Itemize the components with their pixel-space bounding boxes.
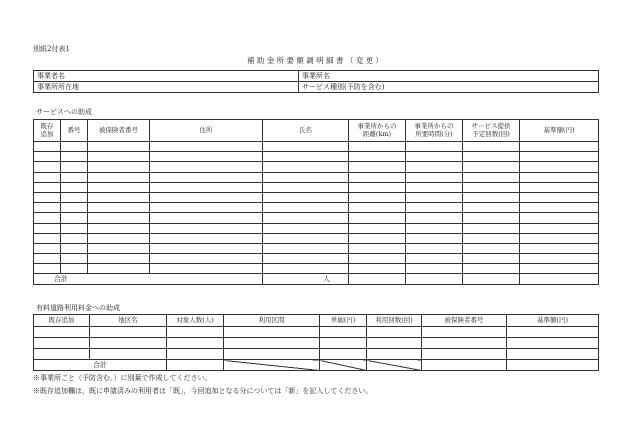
total-cell[interactable] (520, 274, 599, 285)
section1-header-cell: 住所 (150, 120, 263, 142)
input-cell[interactable] (88, 254, 150, 264)
input-cell[interactable] (263, 172, 349, 182)
input-cell[interactable] (406, 203, 463, 213)
input-cell[interactable] (34, 338, 90, 349)
input-cell[interactable] (320, 349, 367, 360)
input-cell[interactable] (61, 142, 88, 152)
section1-header-cell: サービス提供 予定回数(回) (463, 120, 520, 142)
section1-header-cell: 事業所からの 距離(km) (349, 120, 406, 142)
input-cell[interactable] (167, 327, 224, 338)
input-cell[interactable] (61, 223, 88, 233)
table-row (34, 192, 599, 202)
disabled-cell (367, 360, 422, 371)
input-cell[interactable] (263, 162, 349, 172)
input-cell[interactable] (463, 172, 520, 182)
office-name-label: 事業所名 (302, 72, 330, 80)
input-cell[interactable] (406, 152, 463, 162)
input-cell[interactable] (88, 233, 150, 243)
input-cell[interactable] (520, 192, 599, 202)
total-cell (507, 360, 599, 371)
disabled-cell (224, 360, 320, 371)
input-cell[interactable] (507, 338, 599, 349)
input-cell[interactable] (150, 142, 263, 152)
input-cell[interactable] (406, 182, 463, 192)
input-cell[interactable] (34, 142, 61, 152)
input-cell[interactable] (263, 243, 349, 253)
input-cell[interactable] (422, 327, 507, 338)
input-cell[interactable] (61, 213, 88, 223)
total-persons-cell[interactable] (263, 274, 349, 285)
section1-title: サービスへの助成 (36, 108, 92, 116)
table-row (34, 254, 599, 264)
input-cell[interactable] (150, 192, 263, 202)
input-cell[interactable] (520, 243, 599, 253)
input-cell[interactable] (406, 254, 463, 264)
persons-unit: 人 (323, 275, 330, 284)
input-cell[interactable] (349, 254, 406, 264)
disabled-cell (320, 360, 367, 371)
input-cell[interactable] (88, 203, 150, 213)
input-cell[interactable] (34, 182, 61, 192)
section2-header-cell: 基準額(円) (507, 315, 599, 327)
table-row (34, 172, 599, 182)
input-cell[interactable] (61, 233, 88, 243)
table-row (34, 142, 599, 152)
input-cell[interactable] (520, 182, 599, 192)
input-cell[interactable] (88, 243, 150, 253)
input-cell[interactable] (150, 254, 263, 264)
input-cell[interactable] (34, 254, 61, 264)
section2-header-cell: 地区名 (90, 315, 167, 327)
service-type-field[interactable] (299, 82, 599, 93)
input-cell[interactable] (463, 192, 520, 202)
table-row (34, 162, 599, 172)
input-cell[interactable] (224, 338, 320, 349)
input-cell[interactable] (463, 233, 520, 243)
section2-header-cell: 利用区間 (224, 315, 320, 327)
total-row (34, 360, 599, 371)
attachment-label: 別紙2付表1 (33, 45, 70, 53)
input-cell[interactable] (406, 172, 463, 182)
input-cell[interactable] (150, 233, 263, 243)
input-cell[interactable] (167, 349, 224, 360)
section1-header-cell: 既存 追加 (34, 120, 61, 142)
input-cell[interactable] (463, 162, 520, 172)
input-cell[interactable] (34, 327, 90, 338)
table-row (34, 349, 599, 360)
input-cell[interactable] (150, 152, 263, 162)
input-cell[interactable] (406, 223, 463, 233)
input-cell[interactable] (150, 172, 263, 182)
section1-header-cell: 氏名 (263, 120, 349, 142)
input-cell[interactable] (88, 264, 150, 274)
input-cell[interactable] (367, 327, 422, 338)
input-cell[interactable] (263, 223, 349, 233)
table-row (34, 182, 599, 192)
table-row (34, 203, 599, 213)
input-cell[interactable] (150, 213, 263, 223)
input-cell[interactable] (463, 182, 520, 192)
input-cell[interactable] (88, 192, 150, 202)
note-2: ※既存追加欄は，既に申請済みの利用者は「既」，今回追加となる分については「新」を記入してください。 (33, 387, 373, 395)
input-cell[interactable] (349, 162, 406, 172)
input-cell[interactable] (263, 152, 349, 162)
input-cell[interactable] (88, 172, 150, 182)
input-cell[interactable] (224, 349, 320, 360)
input-cell[interactable] (406, 264, 463, 274)
table-row (34, 264, 599, 274)
input-cell[interactable] (406, 142, 463, 152)
total-cell[interactable] (406, 274, 463, 285)
page-title: 補 助 金 所 要 額 調 明 細 書 （ 変 更 ） (247, 56, 383, 65)
input-cell[interactable] (406, 192, 463, 202)
input-cell[interactable] (34, 349, 90, 360)
input-cell[interactable] (61, 254, 88, 264)
input-cell[interactable] (34, 172, 61, 182)
input-cell[interactable] (34, 223, 61, 233)
service-subsidy-table (33, 119, 599, 285)
table-row (34, 338, 599, 349)
input-cell[interactable] (507, 349, 599, 360)
input-cell[interactable] (34, 233, 61, 243)
total-cell[interactable] (463, 274, 520, 285)
total-row (34, 274, 599, 285)
operator-name-label: 事業者名 (37, 72, 65, 80)
input-cell[interactable] (367, 349, 422, 360)
total-label: 合計 (34, 274, 263, 285)
input-cell[interactable] (263, 192, 349, 202)
table-row (34, 223, 599, 233)
input-cell[interactable] (263, 213, 349, 223)
input-cell[interactable] (520, 213, 599, 223)
input-cell[interactable] (34, 152, 61, 162)
input-cell[interactable] (422, 349, 507, 360)
input-cell[interactable] (520, 172, 599, 182)
operator-name-field[interactable] (34, 71, 299, 82)
input-cell[interactable] (150, 243, 263, 253)
input-cell[interactable] (263, 264, 349, 274)
input-cell[interactable] (61, 192, 88, 202)
input-cell[interactable] (463, 152, 520, 162)
input-cell[interactable] (34, 264, 61, 274)
input-cell[interactable] (507, 327, 599, 338)
input-cell[interactable] (367, 338, 422, 349)
input-cell[interactable] (90, 327, 167, 338)
input-cell[interactable] (34, 213, 61, 223)
section1-header-cell: 番号 (61, 120, 88, 142)
input-cell[interactable] (61, 162, 88, 172)
input-cell[interactable] (320, 338, 367, 349)
input-cell[interactable] (61, 264, 88, 274)
input-cell[interactable] (406, 243, 463, 253)
office-location-label: 事業所所在地 (37, 83, 79, 91)
input-cell[interactable] (150, 162, 263, 172)
input-cell[interactable] (150, 223, 263, 233)
input-cell[interactable] (349, 182, 406, 192)
input-cell[interactable] (34, 192, 61, 202)
section2-header-cell: 被保険者番号 (422, 315, 507, 327)
input-cell[interactable] (263, 203, 349, 213)
section2-header-cell: 単価(円) (320, 315, 367, 327)
input-cell[interactable] (349, 213, 406, 223)
input-cell[interactable] (349, 172, 406, 182)
input-cell[interactable] (150, 182, 263, 192)
table-row (34, 233, 599, 243)
input-cell[interactable] (520, 203, 599, 213)
input-cell[interactable] (150, 203, 263, 213)
input-cell[interactable] (61, 152, 88, 162)
section2-header-cell: 対象人数(人) (167, 315, 224, 327)
total-cell (422, 360, 507, 371)
input-cell[interactable] (320, 327, 367, 338)
input-cell[interactable] (463, 223, 520, 233)
input-cell[interactable] (520, 254, 599, 264)
input-cell[interactable] (463, 264, 520, 274)
table-row (34, 243, 599, 253)
input-cell[interactable] (349, 192, 406, 202)
office-name-field[interactable] (299, 71, 599, 82)
section1-header-cell: 事業所からの 所要時間(分) (406, 120, 463, 142)
input-cell[interactable] (463, 142, 520, 152)
input-cell[interactable] (463, 203, 520, 213)
input-cell[interactable] (422, 338, 507, 349)
service-type-label: サービス種別(予防を含む) (302, 83, 385, 91)
note-1: ※事業所ごと（予防含む。）に別葉で作成してください。 (33, 374, 212, 382)
section1-header-cell: 基準額(円) (520, 120, 599, 142)
input-cell[interactable] (61, 243, 88, 253)
input-cell[interactable] (90, 338, 167, 349)
input-cell[interactable] (263, 142, 349, 152)
input-cell[interactable] (406, 213, 463, 223)
input-cell[interactable] (88, 182, 150, 192)
input-cell[interactable] (349, 142, 406, 152)
input-cell[interactable] (150, 264, 263, 274)
input-cell[interactable] (463, 254, 520, 264)
total-label: 合計 (34, 360, 167, 371)
section2-title: 有料道路利用料金への助成 (36, 304, 120, 312)
input-cell[interactable] (88, 213, 150, 223)
office-location-field[interactable] (34, 82, 299, 93)
input-cell[interactable] (349, 203, 406, 213)
total-cell[interactable] (167, 360, 224, 371)
section1-header-cell: 被保険者番号 (88, 120, 150, 142)
input-cell[interactable] (263, 254, 349, 264)
input-cell[interactable] (90, 349, 167, 360)
input-cell[interactable] (520, 162, 599, 172)
input-cell[interactable] (34, 243, 61, 253)
input-cell[interactable] (61, 172, 88, 182)
section2-header-cell: 既存追加 (34, 315, 90, 327)
input-cell[interactable] (167, 338, 224, 349)
input-cell[interactable] (463, 213, 520, 223)
input-cell[interactable] (88, 142, 150, 152)
input-cell[interactable] (520, 223, 599, 233)
input-cell[interactable] (406, 233, 463, 243)
input-cell[interactable] (520, 264, 599, 274)
input-cell[interactable] (349, 243, 406, 253)
input-cell[interactable] (88, 162, 150, 172)
input-cell[interactable] (61, 203, 88, 213)
input-cell[interactable] (61, 182, 88, 192)
input-cell[interactable] (406, 162, 463, 172)
input-cell[interactable] (263, 233, 349, 243)
input-cell[interactable] (88, 223, 150, 233)
input-cell[interactable] (349, 223, 406, 233)
table-row (34, 213, 599, 223)
input-cell[interactable] (263, 182, 349, 192)
table-row (34, 327, 599, 338)
input-cell[interactable] (34, 162, 61, 172)
input-cell[interactable] (349, 152, 406, 162)
input-cell[interactable] (34, 203, 61, 213)
input-cell[interactable] (349, 233, 406, 243)
office-info-table (33, 70, 599, 93)
input-cell[interactable] (520, 142, 599, 152)
table-row (34, 152, 599, 162)
input-cell[interactable] (463, 243, 520, 253)
input-cell[interactable] (88, 152, 150, 162)
input-cell[interactable] (349, 264, 406, 274)
input-cell[interactable] (520, 233, 599, 243)
total-cell[interactable] (349, 274, 406, 285)
toll-road-subsidy-table (33, 314, 599, 371)
section2-header-cell: 利用回数(回) (367, 315, 422, 327)
input-cell[interactable] (224, 327, 320, 338)
input-cell[interactable] (520, 152, 599, 162)
